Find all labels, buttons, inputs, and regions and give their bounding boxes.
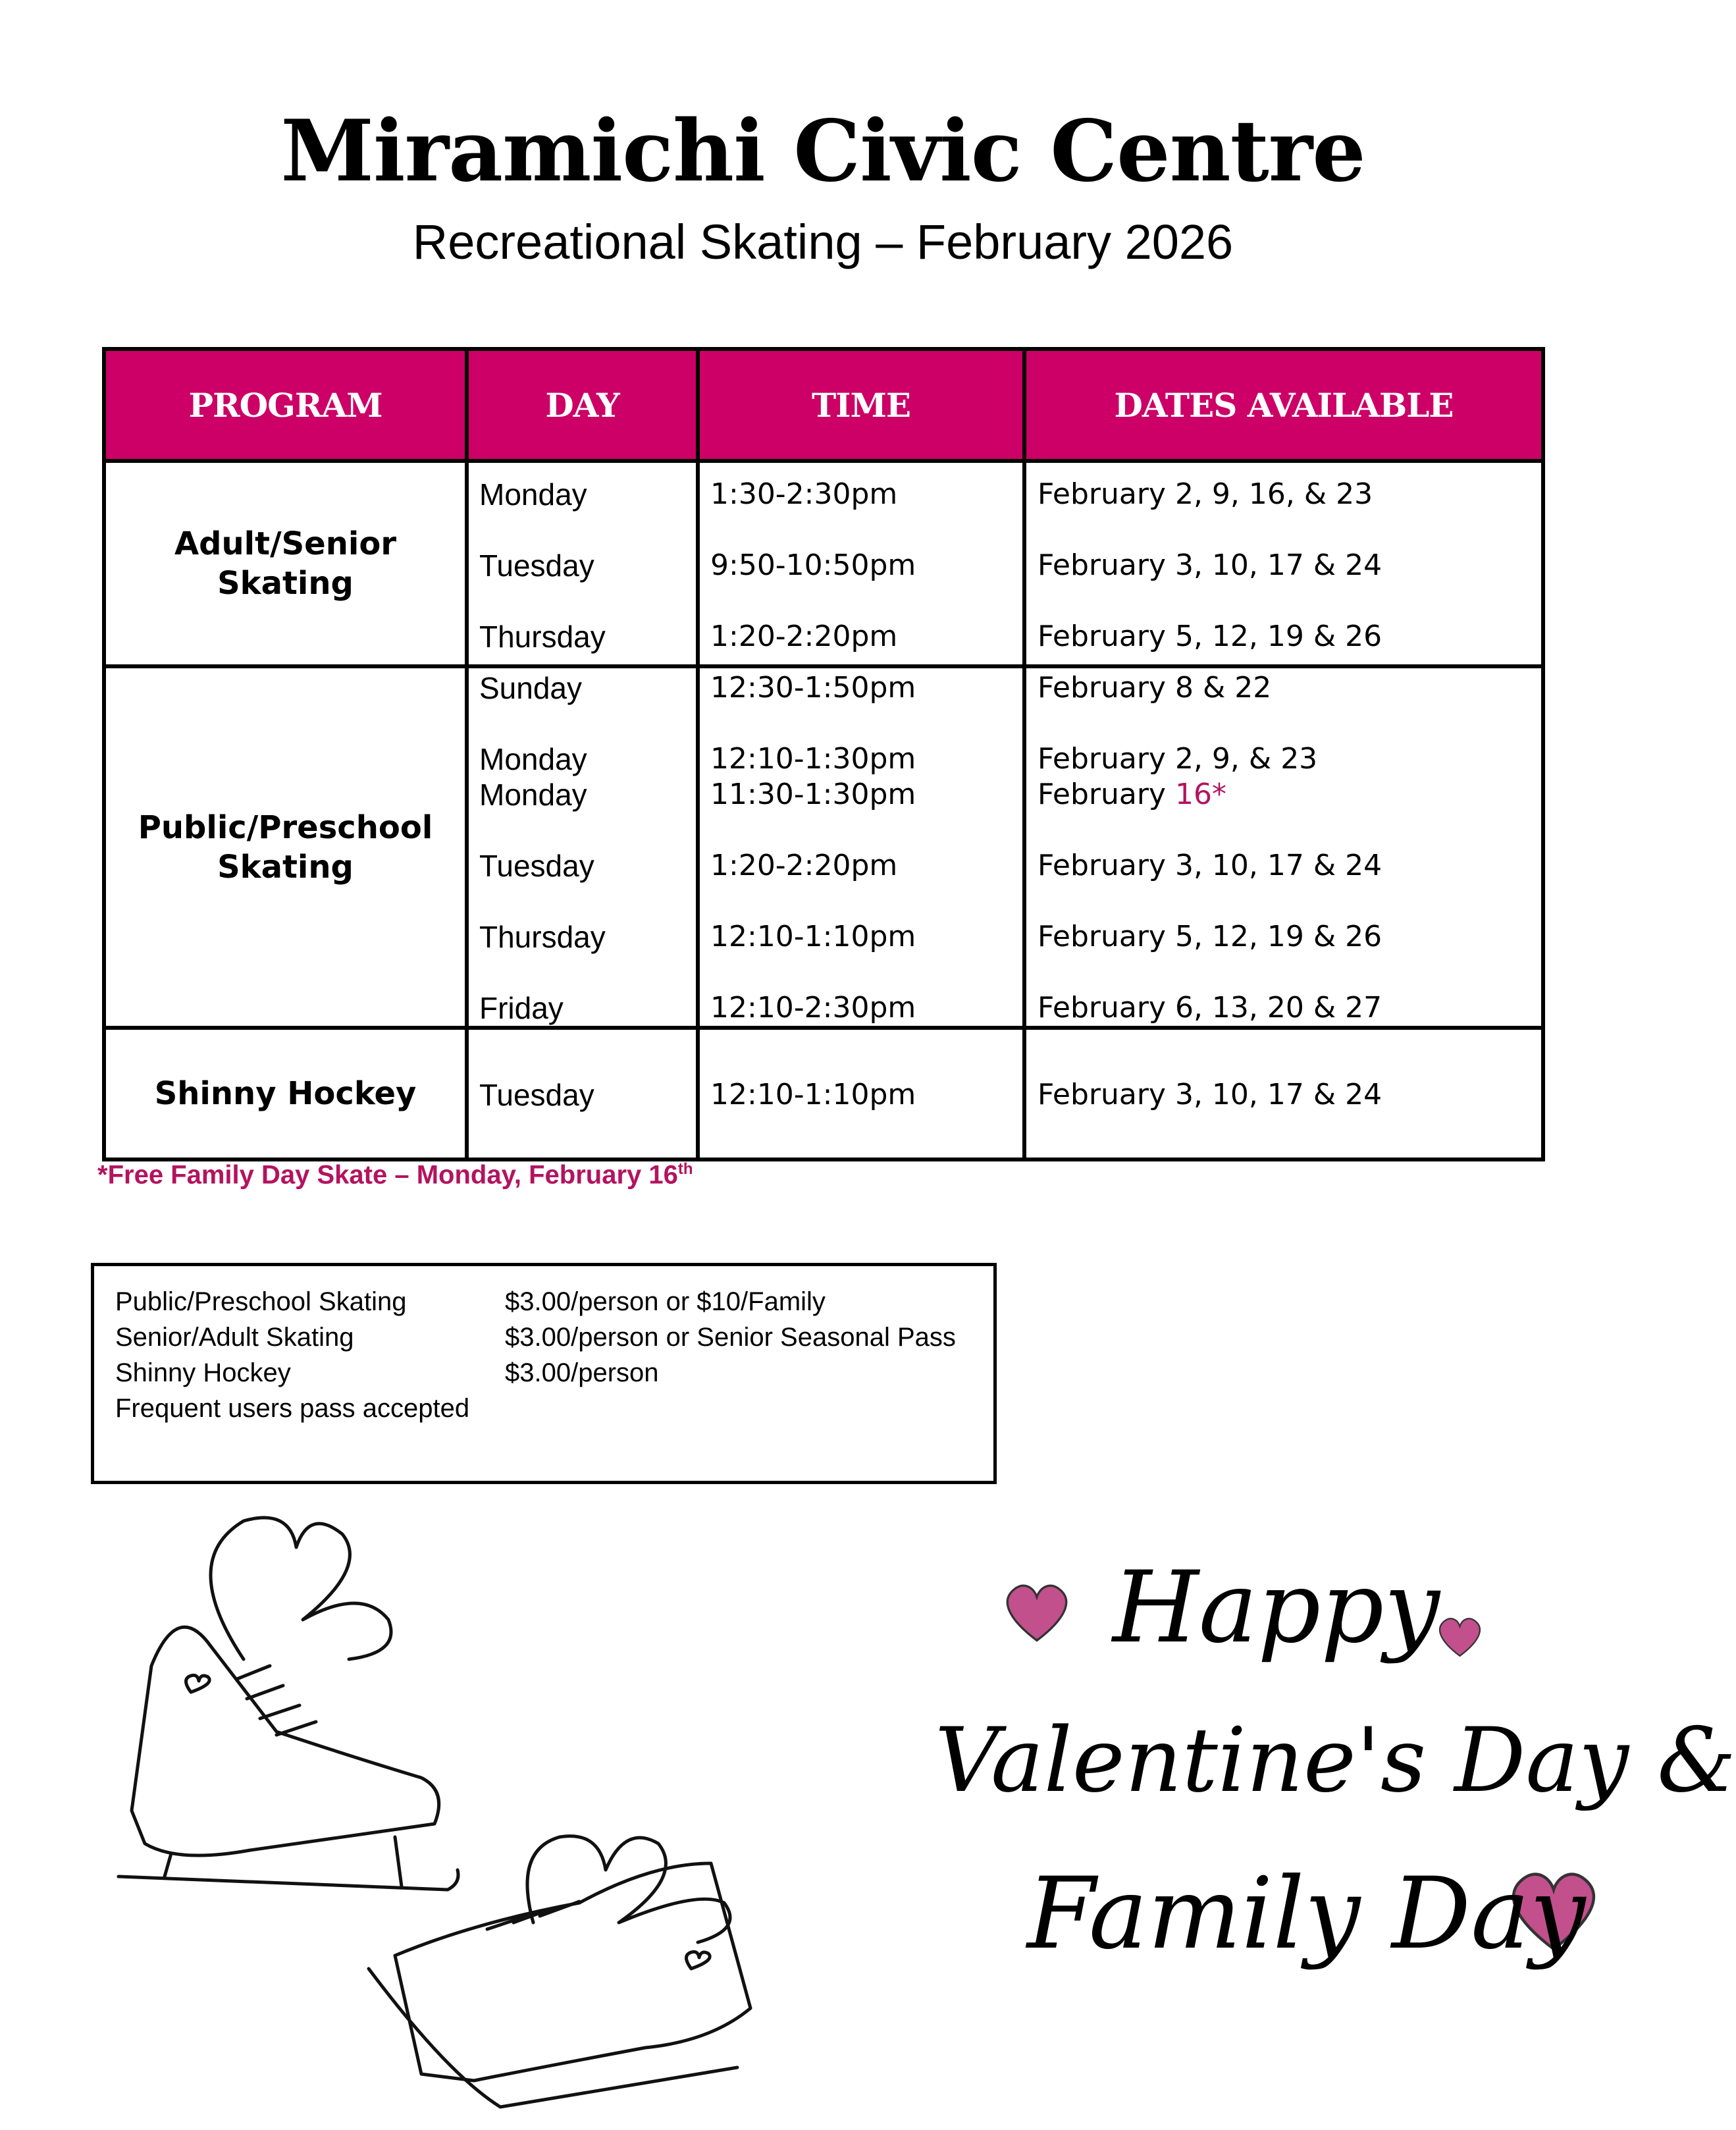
right-skate-icon bbox=[369, 1836, 750, 2107]
fee-price: $3.00/person bbox=[505, 1358, 659, 1387]
time-cell: 12:10-2:30pm bbox=[710, 991, 916, 1025]
time-cell: 12:10-1:10pm bbox=[710, 920, 916, 953]
program-label: Public/Preschool bbox=[138, 809, 433, 846]
dates-cell: February 6, 13, 20 & 27 bbox=[1038, 991, 1382, 1025]
greeting-line-2: Valentine's Day & bbox=[935, 1709, 1736, 1812]
heart-icon bbox=[1435, 1613, 1485, 1659]
fee-name: Frequent users pass accepted bbox=[115, 1394, 470, 1423]
fee-name: Public/Preschool Skating bbox=[115, 1287, 407, 1316]
header-time: TIME bbox=[811, 385, 911, 425]
heart-icon bbox=[1001, 1577, 1073, 1646]
day-cell: Monday bbox=[479, 778, 587, 812]
day-cell: Thursday bbox=[479, 620, 606, 654]
page-subtitle: Recreational Skating – February 2026 bbox=[412, 215, 1234, 269]
program-adult-senior bbox=[106, 463, 465, 664]
day-cell: Sunday bbox=[479, 671, 583, 705]
fee-name: Senior/Adult Skating bbox=[115, 1323, 354, 1352]
header-program: PROGRAM bbox=[188, 385, 382, 425]
time-cell: 1:30-2:30pm bbox=[710, 477, 898, 511]
program-label: Skating bbox=[217, 848, 354, 886]
time-cell: 12:10-1:30pm bbox=[710, 742, 916, 776]
dates-cell: February 5, 12, 19 & 26 bbox=[1038, 620, 1382, 653]
header-dates: DATES AVAILABLE bbox=[1114, 385, 1454, 425]
family-day-footnote bbox=[97, 1160, 693, 1190]
fee-price: $3.00/person or Senior Seasonal Pass bbox=[505, 1323, 956, 1352]
program-label: Adult/Senior bbox=[174, 525, 396, 562]
dates-cell: February 3, 10, 17 & 24 bbox=[1038, 548, 1382, 582]
dates-cell: February 2, 9, 16, & 23 bbox=[1038, 477, 1373, 511]
fee-name: Shinny Hockey bbox=[115, 1358, 291, 1387]
day-cell: Monday bbox=[479, 742, 587, 776]
family-day-date: 16* bbox=[1174, 778, 1226, 811]
schedule-table bbox=[102, 347, 1545, 1161]
day-cell: Tuesday bbox=[479, 1078, 594, 1112]
fees-box bbox=[91, 1263, 997, 1484]
time-cell: 11:30-1:30pm bbox=[710, 778, 916, 811]
time-cell: 1:20-2:20pm bbox=[710, 620, 898, 653]
day-cell: Monday bbox=[479, 477, 587, 512]
footnote-text: *Free Family Day Skate – Monday, February 16 bbox=[97, 1160, 678, 1190]
day-cell: Tuesday bbox=[479, 548, 594, 583]
greeting-line-3: Family Day bbox=[1027, 1857, 1586, 1971]
column-divider bbox=[1022, 351, 1026, 1158]
dates-text: February bbox=[1038, 778, 1175, 811]
fee-price: $3.00/person or $10/Family bbox=[505, 1287, 826, 1316]
day-cell: Tuesday bbox=[479, 849, 594, 883]
program-label: Skating bbox=[217, 565, 354, 602]
column-divider bbox=[465, 351, 469, 1158]
skates-illustration bbox=[79, 1495, 856, 2120]
dates-cell: February 8 & 22 bbox=[1038, 671, 1272, 705]
dates-cell: February 3, 10, 17 & 24 bbox=[1038, 1078, 1382, 1111]
left-skate-icon bbox=[118, 1518, 458, 1890]
time-cell: 12:30-1:50pm bbox=[710, 671, 916, 705]
time-cell: 9:50-10:50pm bbox=[710, 548, 916, 582]
day-cell: Friday bbox=[479, 991, 564, 1025]
program-public-preschool bbox=[106, 668, 465, 1026]
dates-cell: February 3, 10, 17 & 24 bbox=[1038, 849, 1382, 882]
dates-cell bbox=[1038, 778, 1226, 812]
table-header bbox=[106, 351, 1541, 463]
greeting-line-1: Happy bbox=[1113, 1551, 1440, 1665]
dates-cell: February 2, 9, & 23 bbox=[1038, 742, 1318, 776]
page-title: Miramichi Civic Centre bbox=[280, 102, 1365, 201]
time-cell: 1:20-2:20pm bbox=[710, 849, 898, 882]
dates-cell: February 5, 12, 19 & 26 bbox=[1038, 920, 1382, 953]
program-shinny-hockey bbox=[106, 1030, 465, 1158]
footnote-suffix: th bbox=[677, 1160, 693, 1178]
program-label: Shinny Hockey bbox=[154, 1075, 417, 1112]
header-day: DAY bbox=[545, 385, 619, 425]
time-cell: 12:10-1:10pm bbox=[710, 1078, 916, 1111]
day-cell: Thursday bbox=[479, 920, 606, 954]
column-divider bbox=[696, 351, 700, 1158]
